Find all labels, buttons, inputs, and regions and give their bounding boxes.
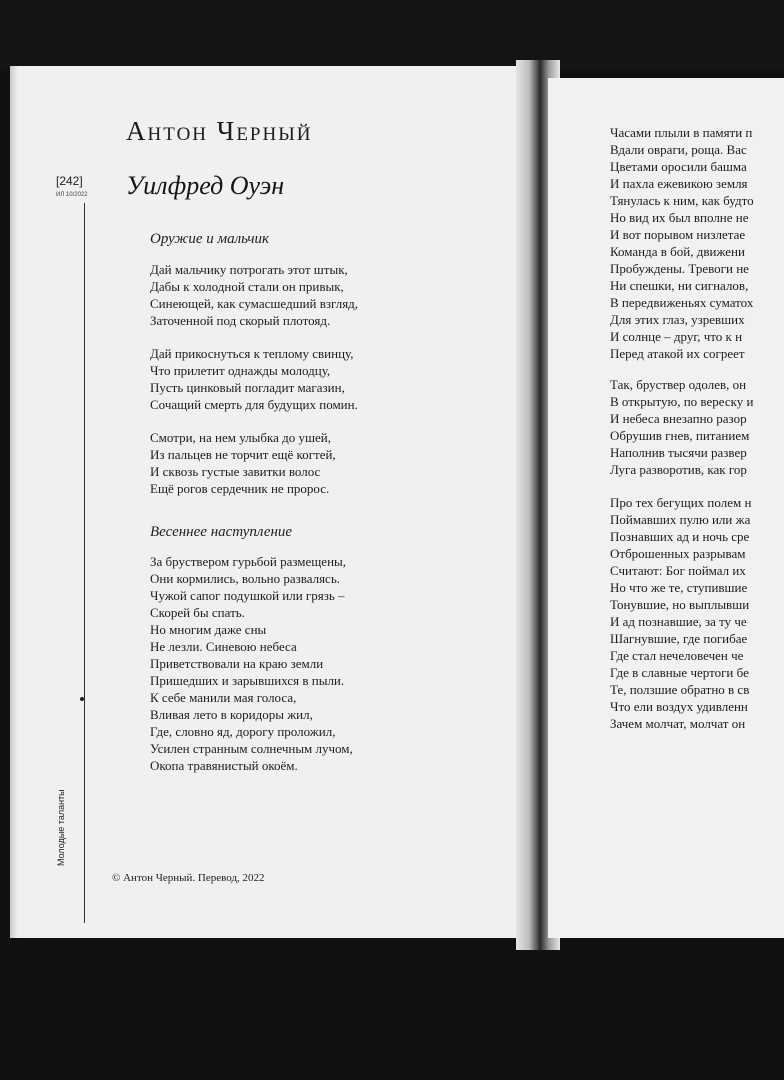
verse-line: Приветствовали на краю земли [150, 656, 324, 671]
verse-line: Наполнив тысячи развер [610, 445, 747, 460]
verse-line: И вот порывом низлетае [610, 227, 746, 242]
author-name: Антон Черный [126, 116, 313, 146]
verse-line: Про тех бегущих полем н [610, 495, 752, 510]
stanza [150, 429, 336, 497]
stanza [610, 124, 754, 362]
verse-line: Познавших ад и ночь сре [610, 529, 750, 544]
verse-line: Часами плыли в памяти п [610, 125, 753, 140]
verse-line: Тонувшие, но выплывши [610, 597, 750, 612]
right-page [548, 78, 784, 938]
verse-line: Заточенной под скорый плотояд. [150, 313, 331, 328]
margin-rule [84, 203, 85, 923]
verse-line: Цветами оросили башма [610, 159, 747, 174]
stanza [610, 494, 751, 732]
verse-line: Вливая лето в коридоры жил, [150, 707, 313, 722]
page-number: [242] [56, 174, 83, 188]
stanza [150, 345, 358, 413]
verse-line: Но вид их был вполне не [610, 210, 749, 225]
margin-dot [80, 697, 84, 701]
verse-line: Команда в бой, движени [610, 244, 745, 259]
verse-line: За бруствером гурьбой размещены, [150, 554, 347, 569]
verse-line: Для этих глаз, узревших [610, 312, 745, 327]
verse-line: В передвиженьях суматох [610, 295, 754, 310]
verse-line: Обрушив гнев, питанием [610, 428, 750, 443]
verse-line: Дай прикоснуться к теплому свинцу, [150, 346, 354, 361]
copyright-note: © Антон Черный. Перевод, 2022 [112, 872, 265, 884]
verse-line: Что прилетит однажды молодцу, [150, 363, 331, 378]
left-page [10, 66, 525, 938]
verse-line: Пришедших и зарывшихся в пыли. [150, 673, 345, 688]
verse-line: Где, словно яд, дорогу проложил, [150, 724, 336, 739]
verse-line: Усилен странным солнечным лучом, [150, 741, 353, 756]
verse-line: Где стал нечеловечен че [610, 648, 744, 663]
issue-label: ИЛ 10/2022 [56, 192, 88, 198]
verse-line: Перед атакой их согреет [610, 346, 745, 361]
verse-line: Не лезли. Синевою небеса [150, 639, 297, 654]
verse-line: Считают: Бог поймал их [610, 563, 746, 578]
scan-background-top [0, 0, 784, 70]
poet-name: Уилфред Оуэн [126, 171, 285, 200]
verse-line: Они кормились, вольно развалясь. [150, 571, 341, 586]
verse-line: Скорей бы спать. [150, 605, 245, 620]
verse-line: Так, бруствер одолев, он [610, 377, 747, 392]
verse-line: Дабы к холодной стали он привык, [150, 279, 344, 294]
verse-line: И солнце – друг, что к н [610, 329, 743, 344]
verse-line: И ад познавшие, за ту че [610, 614, 747, 629]
verse-line: Луга разворотив, как гор [610, 462, 747, 477]
verse-line: Из пальцев не торчит ещё когтей, [150, 447, 336, 462]
verse-line: И пахла ежевикою земля [610, 176, 748, 191]
verse-line: Сочащий смерть для будущих помин. [150, 397, 358, 412]
verse-line: Но многим даже сны [150, 622, 267, 637]
verse-line: Пусть цинковый погладит магазин, [150, 380, 345, 395]
verse-line: Ни спешки, ни сигналов, [610, 278, 749, 293]
verse-line: К себе манили мая голоса, [150, 690, 297, 705]
poem-title: Весеннее наступление [150, 524, 293, 540]
verse-line: Но что же те, ступившие [610, 580, 748, 595]
verse-line: Те, ползшие обратно в св [610, 682, 750, 697]
verse-line: Поймавших пулю или жа [610, 512, 751, 527]
verse-line: Окопа травянистый окоём. [150, 758, 298, 773]
stanza [610, 376, 753, 478]
section-label: Молодые таланты [56, 789, 66, 866]
verse-line: И небеса внезапно разор [610, 411, 747, 426]
verse-line: Вдали овраги, роща. Вас [610, 142, 747, 157]
stanza [150, 261, 358, 329]
verse-line: В открытую, по вереску и [610, 394, 754, 409]
verse-line: Что ели воздух удивленн [610, 699, 748, 714]
verse-line: Ещё рогов сердечник не пророс. [150, 481, 330, 496]
verse-line: Зачем молчат, молчат он [610, 716, 746, 731]
verse-line: Смотри, на нем улыбка до ушей, [150, 430, 331, 445]
verse-line: И сквозь густые завитки волос [150, 464, 321, 479]
verse-line: Дай мальчику потрогать этот штык, [150, 262, 348, 277]
verse-line: Синеющей, как сумасшедший взгляд, [150, 296, 359, 311]
verse-line: Пробуждены. Тревоги не [610, 261, 749, 276]
verse-line: Отброшенных разрывам [610, 546, 746, 561]
stanza [150, 553, 353, 774]
verse-line: Где в славные чертоги бе [610, 665, 749, 680]
verse-line: Чужой сапог подушкой или грязь – [150, 588, 345, 603]
poem-title: Оружие и мальчик [150, 231, 270, 247]
verse-line: Шагнувшие, где погибае [610, 631, 748, 646]
verse-line: Тянулась к ним, как будто [610, 193, 754, 208]
page-edge-shadow [10, 66, 18, 938]
